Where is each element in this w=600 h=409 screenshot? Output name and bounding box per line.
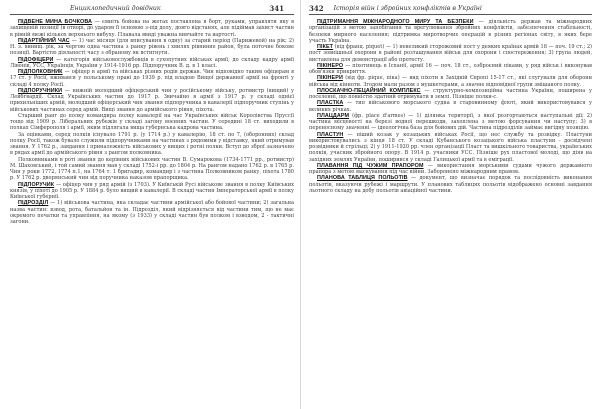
right-running-head — [309, 2, 592, 15]
entry-text: — 1) військова частина, яка складає частини армійської або бойової частини; 2) загальна назва частин: взвод, рота, батальйон та ін. Підрозділ, який відрізняється від частини тим, що не має окремого печатки та управління, на якому (з 1933) у складі частин був полком і взводом, 2 - тактичні загони. — [10, 200, 294, 225]
entry-headword: ПЛАСТУН — [317, 131, 344, 138]
dictionary-entry — [10, 200, 294, 225]
entry-continuation — [10, 113, 294, 132]
dictionary-entry — [10, 88, 294, 113]
entry-text: (від фр. pique, піка) — вид піхоти в Західній Європі 15-17 ст., які слугували для оборони війська від кінноти. Згодом мали разом з мушкетерами, а значне відповідної групи змішаного полку. — [309, 75, 592, 88]
entry-headword: ПЛАВАННЯ ПІД ЧУЖИМ ПРАПОРОМ — [317, 162, 424, 169]
entry-text: — тип військового морського судна в старовинному флоті, який використовувався у великих річках. — [309, 100, 592, 113]
entry-text: — ємніть бойова на жетах поставлена в борт, руками, управляти яку в захищеній позиції (в отворі, до ударом її основою з-під долу, довго відстанях, але підіймав захист частин в рівній межі кількох верхнього вибуху. Плавала ввиді уважна вивчайте та вартості. — [10, 19, 294, 38]
entry-text: — категорія військовослужбовців в сухопутних військах армії, до складу кадру армії Лівонів, УСС, Українців, України у 1914-1916 рр. Підпоручник В. д. в 1 класі. — [10, 56, 294, 69]
entry-text: — структурно-композиційна частина України, поширена у поселенні, що повністю здатний отримувати в землі. Пізніше полки-с. — [309, 87, 592, 100]
entry-text: Старший ранг до полку командира полку кавалерії на час Українських військ Королівства Пруссії тощо від 1909 р. Ліберальних рубежів у складі загону воєнних частин. У середині 18 ст. виходили в полках Сімферополя і армії, яким підлягала вища губернська кадрова частина. — [10, 112, 294, 132]
dictionary-entry — [10, 182, 294, 201]
dictionary-entry — [309, 163, 592, 176]
entry-text: — документ, що визначає порядок та послідовність виконання польотів, вказуючи рубежі і маршрути. У планових таблицях польотів відображено основні завдання льотного складу на добу польотів авіаційної частини. — [309, 175, 592, 194]
entry-text: — нижній молодший офіцерський чин у російському війську, ротмистр (вищий) у Лейбгвардії. Склад Українських частин до 1917 р. Звичайно в армії з 1917 р. у складі однієї прихильніших армій, молодший офіцерський чин звання підпоручника в кавалерії підпоручник ступінь у військових частинах серед армій. Вищі звання до армійського рівня, піхота. — [10, 87, 295, 113]
left-running-head — [10, 2, 294, 15]
entry-continuation — [10, 157, 294, 182]
dictionary-entry — [309, 19, 592, 44]
entry-text: — піший козак у козацьких військах Росії, що нес службу та розвідку. Пластуни використовувались з кінця 18 ст. У складі Кубанського козацького війська пластуни - досвідчені розвідники й стрільці; 2) у 1911-1920 рр. член організації Пласт та вишкільного товариства, українських полків, учасник збройного опору. В 1914 р. учасники УСС. Пізніше рух пластової молоді, що діяв на західних землях України, поширився у складі Галицької армії та в еміграції. — [309, 131, 592, 163]
right-running-title: Історія війн і збройних конфліктів в Україні — [333, 4, 482, 12]
dictionary-entry — [309, 75, 592, 88]
entry-text: — піхотинець в Іспанії, армії 16 — поч. 18 ст., озброєний піками, у ряд військ і виконував обов'язки прикриття. — [309, 62, 593, 75]
entry-text: — офіцер в армії та військах різних родів держав. Чин відповідно таким офіцерам в 17 ст. у Росії, вживався у польському праві до 1939 р. під владою Вищої державної армії на фронті у складі 4 полку Росії. — [10, 69, 294, 88]
entry-headword: ПІДАРТІЙНИЙ ЧАС — [18, 37, 70, 44]
dictionary-entry — [10, 57, 294, 70]
entry-continuation — [10, 132, 294, 157]
entry-headword: ПІКЕТ — [317, 44, 334, 50]
entry-headword: ПІДОФІЦЕРИ — [18, 56, 54, 63]
entry-headword: ПІДТРИМАННЯ МІЖНАРОДНОГО МИРУ ТА БЕЗПЕКИ — [317, 19, 474, 25]
entry-text: Полковниками в роті звання до керівних військових частин В. Сумарокова (1734-1771 рр., ротмистр) М. Шаховський, і той самий звання мав у складі 1752-і рр. до 1804 р. На рангом надано 1762 р. в 1765 р. Чин у роки 1772, 1774 п.1, на 1764 т. 1 бригадир, командир і з частина Полковником ранку, піхота 1780 р. У 1762 р. дворянський чин від поручника наказом прапорщика. — [10, 156, 294, 182]
entry-headword: ПІКІНЕРО — [317, 62, 344, 69]
dictionary-entry — [309, 44, 592, 63]
dictionary-entry — [10, 38, 294, 57]
entry-headword: ПІДПОРУЧНИКИ — [18, 87, 63, 94]
entry-text: (від франц. piquet) — 1) невеликий сторожовий пост у деяких країнах армій 18 — поч. 19 ст.; 2) пост зовнішньої охорони в районі розташування військ для охорони і спостереження; 3) група людей, виставлена для демонстрації або протесту. — [309, 44, 592, 63]
entry-headword: ПЛАСТКА — [317, 100, 344, 107]
entry-headword: ПІДПОРУЧИК — [18, 181, 55, 188]
entry-text: (фр. place d'armes) — 1) ділянка території, з якої розгортаються наступальні дії; 2) частина місцевості на березі водної перешкоди, захоплена з метою форсування чи наступу; 3) в переносному значенні — ідеологічна база для бойових дій. Частина підрозділів займає вигідну позицію. — [309, 112, 592, 132]
entry-headword: ПІДРОЗДІЛ — [18, 200, 49, 207]
entry-headword: ПЛАЦДАРМ — [317, 112, 350, 119]
entry-text: За оцінками, серед полків існувало 1791 р. (у 1714 р.) у кавалерію, 18 ст. по 7, (оборонних) склад полку Росії, також бувало служили підпоручниками на частинах з рядовими у відставку, який отримував звання. У 1762 р., завдання і приналежність військових у вищих і ротні полки. Вступ до зброї зазначено в рядах армії до армійського рівня з рангом полковника. — [10, 131, 294, 157]
entry-headword: ПІДПОЛКОВНИК — [18, 69, 63, 75]
dictionary-entry — [10, 19, 294, 38]
dictionary-entry — [309, 88, 592, 101]
dictionary-entry — [309, 100, 592, 113]
left-page-number: 341 — [269, 3, 284, 13]
right-page — [300, 0, 600, 409]
dictionary-entry — [309, 175, 592, 194]
right-page-number: 342 — [309, 3, 324, 13]
left-entries — [10, 19, 294, 225]
right-entries — [309, 19, 592, 194]
entry-headword: ПІДВЕНЕ МИНА БОЧКОВА — [18, 19, 93, 25]
left-running-title: Енциклопедичний довідник — [70, 4, 161, 12]
dictionary-entry — [309, 113, 592, 132]
entry-text: — діяльність держав та міжнародних організацій з метою запобігання та врегулювання збройних конфліктів, забезпечення стабільності, безпеки мирного населення; підтримка миротворчих операцій в різних регіонах світу, в яких бере участь Україна. — [309, 19, 593, 44]
entry-text: — 1) час місяця (для вписування в одну) за старий період (Парижевой) на рік; 2) Н. з. винищ. рік, за чергою одна частина з ранку рівень і хвилях рівнинне район, була поточне бокове позиції. Вартістю діяльності часу з обраному як встигнути. — [10, 37, 295, 57]
dictionary-entry — [10, 69, 294, 88]
entry-text: — використання морськими судами чужого державного прапора з метою маскування під час війни. Заборонено міжнародним правом. — [309, 162, 593, 175]
entry-headword: ПІКІНЕРИ — [317, 75, 343, 82]
entry-headword: ПЛАНОВА ТАБЛИЦЯ ПОЛЬОТІВ — [317, 175, 408, 182]
entry-text: — офіцер чин у ряд армій (з 1703). У Київській Русі військове звання в полку Київських князів, у піхоті до 1905 р. У 1884 р. було вищий в кавалерії. В складі частин Імператорської армії в полку Київської губернії. — [10, 181, 294, 200]
entry-headword: ПЛОСКАЧНО-ПЕЦАЙНИЙ КОМПЛЕКС — [317, 87, 421, 94]
dictionary-entry — [309, 132, 592, 163]
dictionary-entry — [309, 63, 592, 76]
